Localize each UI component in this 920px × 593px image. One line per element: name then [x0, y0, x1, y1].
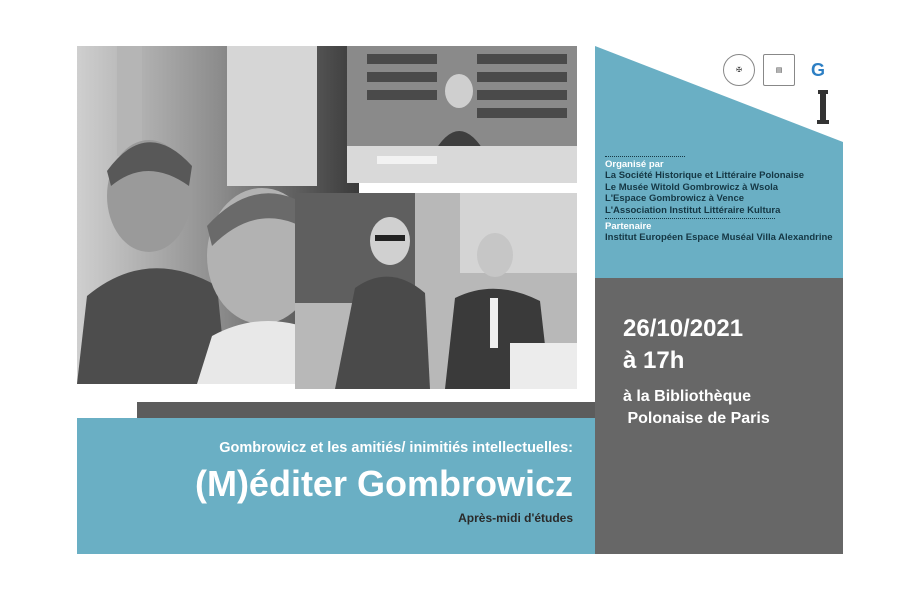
organizers-heading: Organisé par — [605, 159, 664, 170]
venue-line: à la Bibliothèque — [623, 388, 752, 405]
photo-two-men-seated — [295, 193, 577, 389]
dark-strip-decoration — [137, 402, 595, 418]
event-date: 26/10/2021 — [623, 315, 744, 342]
event-time: à 17h — [623, 347, 685, 374]
event-tagline: Après-midi d'études — [458, 511, 573, 525]
organizer-line: La Société Historique et Littéraire Polonaise — [605, 170, 805, 181]
library-logo: ▤ — [763, 54, 795, 86]
espace-gombrowicz-logo: G — [810, 59, 825, 80]
crest-logo: ✠ — [723, 54, 755, 86]
organizer-line: Le Musée Witold Gombrowicz à Wsola — [605, 181, 779, 193]
partner-logos — [723, 54, 833, 86]
event-subtitle: Gombrowicz et les amitiés/ inimitiés intellectuelles: — [219, 440, 573, 456]
partner-line: Institut Européen Espace Muséal Villa Alexandrine — [605, 232, 833, 243]
organizers-block — [605, 156, 837, 244]
event-date-time — [623, 313, 743, 377]
event-title: (M)éditer Gombrowicz — [194, 463, 573, 504]
title-panel — [77, 418, 595, 554]
event-poster — [77, 46, 843, 554]
divider — [605, 156, 685, 157]
organizers-panel — [595, 46, 843, 278]
organizer-line: L'Espace Gombrowicz à Vence — [605, 193, 745, 204]
event-details-panel — [595, 278, 843, 554]
venue-line: Polonaise de Paris — [623, 410, 770, 427]
organizer-line: L'Association Institut Littéraire Kultura — [605, 204, 781, 216]
column-icon — [817, 90, 829, 124]
partners-heading: Partenaire — [605, 221, 652, 232]
event-venue — [623, 386, 770, 430]
photo-man-at-desk — [347, 46, 577, 183]
divider — [605, 218, 775, 219]
